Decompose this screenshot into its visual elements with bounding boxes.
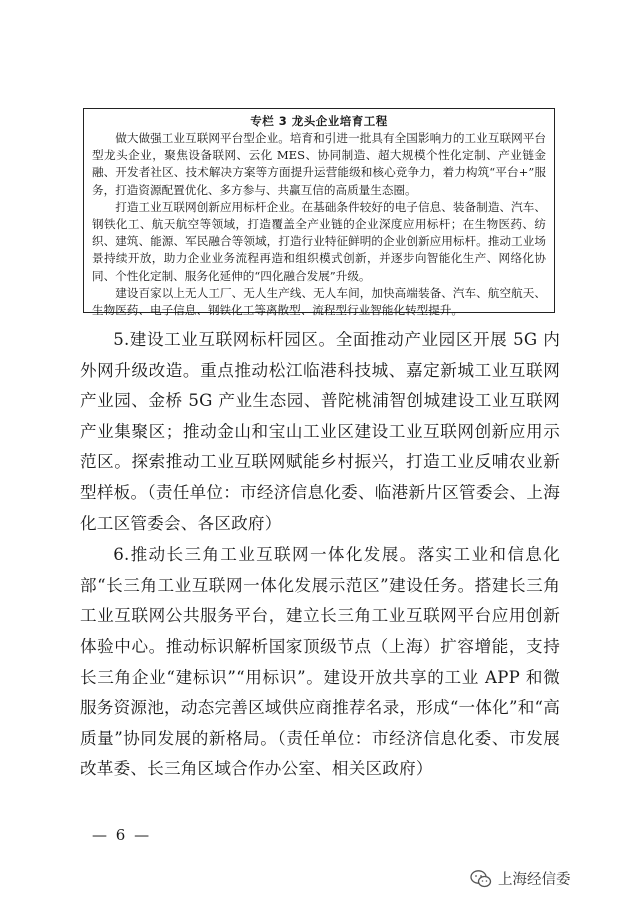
box-paragraph: 建设百家以上无人工厂、无人生产线、无人车间，加快高端装备、汽车、航空航天、生物医药、电子信息、钢铁化工等离散型、流程型行业智能化转型提升。	[92, 285, 546, 318]
box-title: 专栏 3 龙头企业培育工程	[250, 114, 388, 128]
body-text	[80, 325, 560, 785]
body-paragraph: 6.推动长三角工业互联网一体化发展。落实工业和信息化部“长三角工业互联网一体化发展示范区”建设任务。搭建长三角工业互联网公共服务平台，建立长三角工业互联网平台应用创新体验中心。推动标识解析国家顶级节点（上海）扩容增能，支持长三角企业“建标识”“用标识”。建设开放共享的工业 APP 和微服务资源池，动态完善区域供应商推荐名录，形成“一体化”和“高质量”协同发展的新格局。（责任单位：市经济信息化委、市发展改革委、长三角区域合作办公室、相关区政府）	[80, 545, 560, 779]
page-number: — 6 —	[92, 826, 152, 844]
body-paragraph: 5.建设工业互联网标杆园区。全面推动产业园区开展 5G 内外网升级改造。重点推动松江临港科技城、嘉定新城工业互联网产业园、金桥 5G 产业生态园、普陀桃浦智创城建设工业互联网产业集聚区；推动金山和宝山工业区建设工业互联网创新应用示范区。探索推动工业互联网赋能乡村振兴，打造工业反哺农业新型样板。（责任单位：市经济信息化委、临港新片区管委会、上海化工区管委会、各区政府）	[80, 330, 560, 533]
box-paragraph: 做大做强工业互联网平台型企业。培育和引进一批具有全国影响力的工业互联网平台型龙头企业，聚焦设备联网、云化 MES、协同制造、超大规模个性化定制、产业链金融、开发者社区、技术解决方案等方面提升运营能级和核心竞争力，着力构筑“平台+”服务，打造资源配置优化、多方参与、共赢互信的高质量生态圈。	[92, 131, 546, 197]
box-paragraph: 打造工业互联网创新应用标杆企业。在基础条件较好的电子信息、装备制造、汽车、钢铁化工、航天航空等领域，打造覆盖全产业链的企业深度应用标杆；在生物医药、纺织、建筑、能源、军民融合等领域，打造行业特征鲜明的企业创新应用标杆。推动工业场景持续开放，助力企业业务流程再造和组织模式创新，并逐步向智能化生产、网络化协同、个性化定制、服务化延伸的“四化融合发展”升级。	[92, 199, 546, 283]
watermark-text: 上海经信委	[498, 872, 571, 888]
wechat-icon	[470, 869, 492, 889]
feature-box	[83, 108, 555, 318]
watermark	[470, 868, 571, 889]
